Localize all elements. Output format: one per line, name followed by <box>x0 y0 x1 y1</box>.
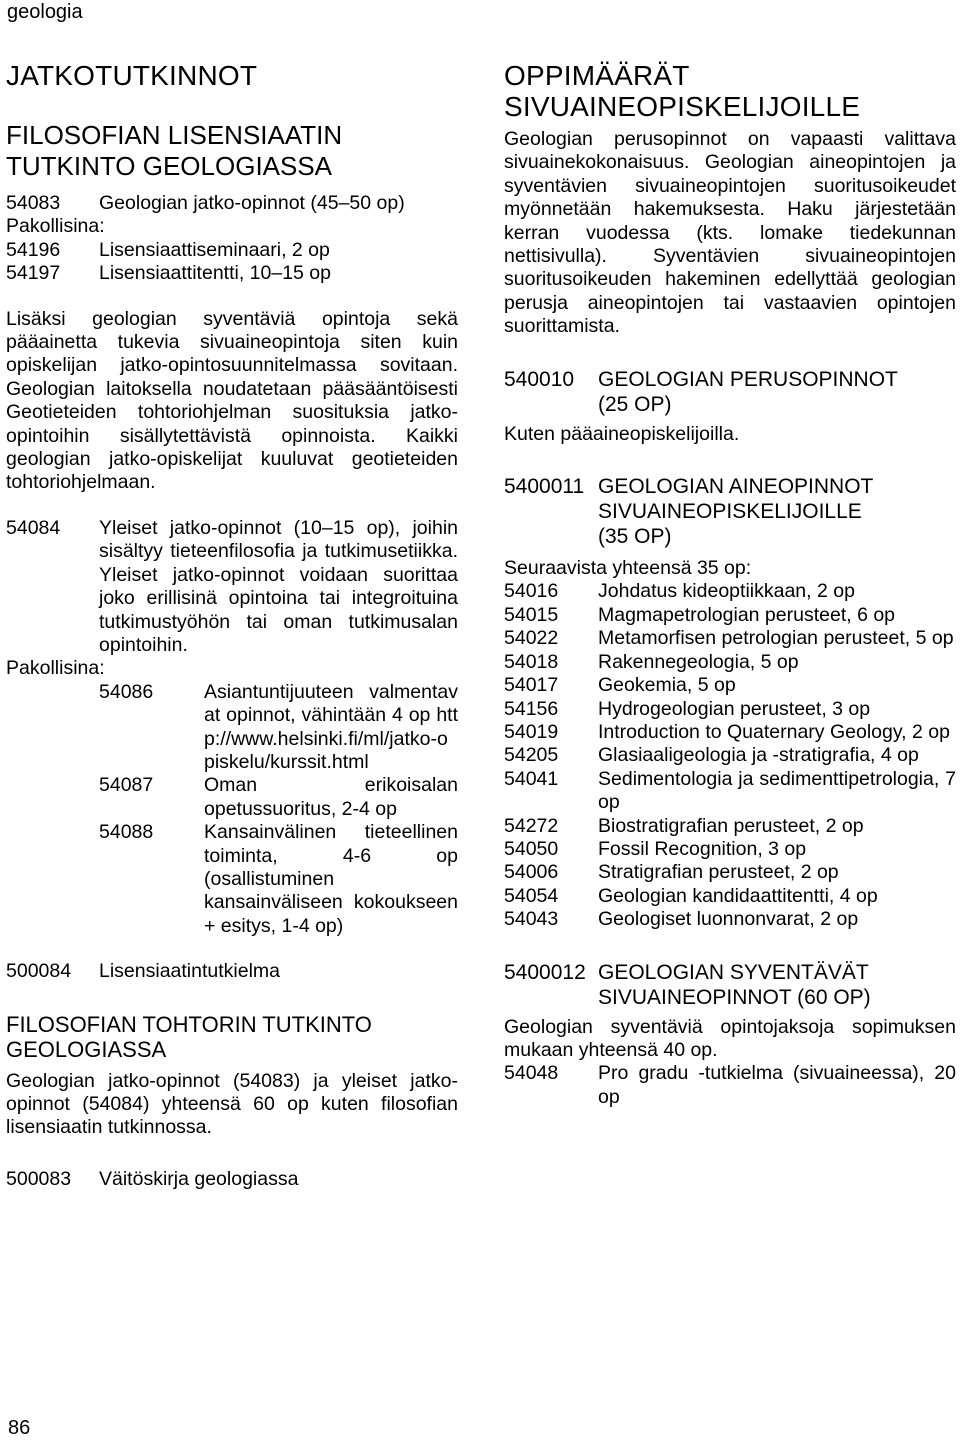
course-54048 <box>504 1062 956 1109</box>
course-text: Pro gradu -tutkielma (sivuaineessa), 20 op <box>598 1062 956 1108</box>
course-row <box>504 838 956 861</box>
left-column <box>6 60 458 1191</box>
module-title: GEOLOGIAN PERUSOPINNOT (25 OP) <box>598 367 898 416</box>
course-row <box>504 721 956 744</box>
course-row <box>504 627 956 650</box>
course-code: 54197 <box>6 262 61 285</box>
course-text: Oman erikoisalan opetussuoritus, 2-4 op <box>204 774 458 820</box>
section-title-oppimaarat: OPPIMÄÄRÄT SIVUAINEOPISKELIJOILLE <box>504 60 861 122</box>
paragraph-tohtori: Geologian jatko-opinnot (54083) ja yleiset jatko-opinnot (54084) yhteensä 60 op kuten filosofian lisensiaatin tutkinnossa. <box>6 1069 458 1139</box>
course-500084 <box>6 960 458 983</box>
course-text: Lisensiaattiseminaari, 2 op <box>99 238 330 261</box>
course-54196 <box>6 239 458 262</box>
course-54197 <box>6 262 458 285</box>
course-code: 54022 <box>504 627 559 650</box>
course-text: Magmapetrologian perusteet, 6 op <box>598 603 896 626</box>
course-code: 54043 <box>504 908 559 931</box>
course-text: Lisensiaatintutkielma <box>99 960 281 983</box>
heading-aineopinnot <box>504 474 956 549</box>
course-code: 54016 <box>504 580 559 603</box>
course-row <box>504 674 956 697</box>
course-text: Väitöskirja geologiassa <box>99 1167 299 1190</box>
module-title: GEOLOGIAN AINEOPINNOT SIVUAINEOPISKELIJOILLE (35 OP) <box>598 475 874 549</box>
course-text: Johdatus kideoptiikkaan, 2 op <box>598 580 855 603</box>
course-row <box>504 580 956 603</box>
course-row <box>504 698 956 721</box>
heading-perusopinnot <box>504 367 956 417</box>
course-row <box>504 861 956 884</box>
course-code: 54084 <box>6 516 61 539</box>
course-text: Metamorfisen petrologian perusteet, 5 op <box>598 627 954 650</box>
course-code: 54086 <box>99 680 154 703</box>
course-row <box>504 885 956 908</box>
course-code: 54015 <box>504 603 559 626</box>
course-54088 <box>6 821 458 938</box>
course-500083 <box>6 1168 458 1191</box>
page-number: 86 <box>8 1417 31 1439</box>
course-54087 <box>6 774 458 821</box>
running-title: geologia <box>7 1 83 23</box>
course-row <box>504 604 956 627</box>
course-text: Geologian jatko-opinnot (45–50 op) <box>99 192 405 214</box>
course-text: Asiantuntijuuteen valmentavat opinnot, vähintään 4 op http://www.helsinki.fi/ml/jatko-opiskelu/kurssit.html <box>204 680 458 773</box>
required-label: Pakollisina: <box>6 215 105 238</box>
course-row <box>504 744 956 767</box>
right-column <box>504 60 956 1109</box>
course-code: 54156 <box>504 697 559 720</box>
course-row <box>504 815 956 838</box>
course-code: 500084 <box>6 960 72 983</box>
course-text: Glasiaaligeologia ja -stratigrafia, 4 op <box>598 744 919 767</box>
module-title: GEOLOGIAN SYVENTÄVÄT SIVUAINEOPINNOT (60 OP) <box>598 960 871 1009</box>
module-code: 5400012 <box>504 960 586 984</box>
course-text: Introduction to Quaternary Geology, 2 op <box>598 720 950 743</box>
module-code: 540010 <box>504 367 575 391</box>
course-text: Lisensiaattitentti, 10–15 op <box>99 262 332 285</box>
course-code: 54196 <box>6 238 61 261</box>
heading-lisensiaatti: FILOSOFIAN LISENSIAATIN TUTKINTO GEOLOGIASSA <box>6 120 343 181</box>
course-code: 54019 <box>504 720 559 743</box>
course-text: Hydrogeologian perusteet, 3 op <box>598 697 871 720</box>
course-code: 54054 <box>504 884 559 907</box>
course-row <box>504 768 956 815</box>
course-text: Stratigrafian perusteet, 2 op <box>598 861 839 884</box>
course-code: 54006 <box>504 861 559 884</box>
course-code: 54088 <box>99 821 154 844</box>
aine-course-list <box>504 580 956 931</box>
course-text: Yleiset jatko-opinnot (10–15 op), joihin sisältyy tieteenfilosofia ja tutkimusetiikka. Yleiset jatko-opinnot voidaan suorittaa joko erillisinä opintoina tai integroituina tutkimustyöhön tai oman tutkimusalan opintoihin. <box>99 516 458 656</box>
paragraph-intro: Geologian perusopinnot on vapaasti valittava sivuainekokonaisuus. Geologian aineopintojen ja syventävien sivuaineopintojen suoritusoikeudet myönnetään hakemuksesta. Haku järjestetään kerran vuodessa (kts. lomake tiedekunnan nettisivulla). Syventävien sivuaineopintojen suoritusoikeuden hakeminen edellyttää geologian perusja aineopintojen tai vastaavien opintojen suorittamista. <box>504 128 956 338</box>
course-code: 54018 <box>504 650 559 673</box>
aine-intro: Seuraavista yhteensä 35 op: <box>504 557 752 580</box>
course-text: Fossil Recognition, 3 op <box>598 837 807 860</box>
course-row <box>504 908 956 931</box>
course-row <box>504 651 956 674</box>
course-text: Biostratigrafian perusteet, 2 op <box>598 814 864 837</box>
course-54083 <box>6 192 458 215</box>
paragraph-lisaksi: Lisäksi geologian syventäviä opintoja sekä pääainetta tukevia sivuaineopintoja siten kuin opiskelijan jatko-opintosuunnitelmassa sovitaan. Geologian laitoksella noudatetaan pääsääntöisesti Geotieteiden tohtoriohjelman suosituksia jatko-opintoihin sisällytettävistä opinnoista. Kaikki geologian jatko-opiskelijat kuuluvat geotieteiden tohtoriohjelmaan. <box>6 307 458 494</box>
course-text: Geologiset luonnonvarat, 2 op <box>598 908 859 931</box>
course-code: 54017 <box>504 674 559 697</box>
heading-tohtori: FILOSOFIAN TOHTORIN TUTKINTO GEOLOGIASSA <box>6 1011 372 1062</box>
course-code: 54205 <box>504 744 559 767</box>
heading-syventavat <box>504 960 956 1010</box>
section-title-jatkotutkinnot: JATKOTUTKINNOT <box>6 60 258 91</box>
course-text: Sedimentologia ja sedimenttipetrologia, 7 op <box>598 767 956 814</box>
perus-note: Kuten pääaineopiskelijoilla. <box>504 422 740 445</box>
course-code: 54272 <box>504 814 559 837</box>
course-code: 54048 <box>504 1062 559 1085</box>
required-label: Pakollisina: <box>6 657 105 680</box>
course-text: Rakennegeologia, 5 op <box>598 650 799 673</box>
course-code: 54083 <box>6 192 61 214</box>
course-text: Kansainvälinen tieteellinen toiminta, 4-6 op (osallistuminen kansainväliseen kokoukseen + esitys, 1-4 op) <box>204 821 458 937</box>
course-code: 54087 <box>99 774 154 797</box>
course-text: Geokemia, 5 op <box>598 674 736 697</box>
syv-intro: Geologian syventäviä opintojaksoja sopimuksen mukaan yhteensä 40 op. <box>504 1015 956 1061</box>
course-code: 54050 <box>504 837 559 860</box>
course-54084 <box>6 517 458 657</box>
module-code: 5400011 <box>504 475 585 499</box>
course-code: 54041 <box>504 767 559 790</box>
course-54086 <box>6 681 458 775</box>
course-text: Geologian kandidaattitentti, 4 op <box>598 884 878 907</box>
course-code: 500083 <box>6 1167 72 1190</box>
